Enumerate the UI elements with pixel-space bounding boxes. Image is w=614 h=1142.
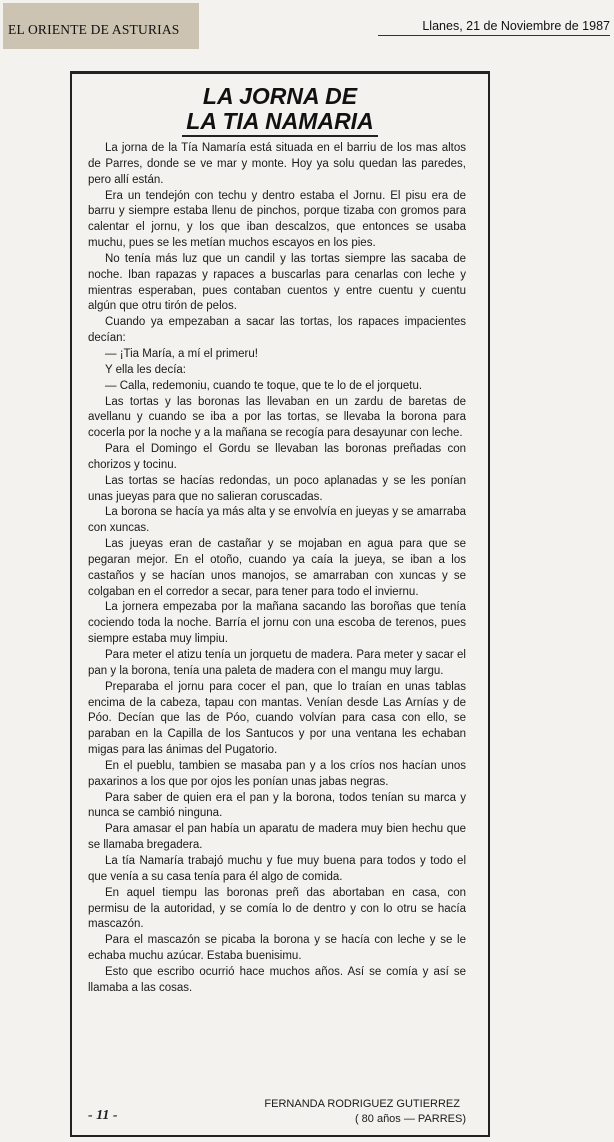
article-paragraph: En aquel tiempu las boronas preñ das abortaban en casa, con permisu de la autoridad, y se comía lo de dentro y con lo otru se hacía mascazón.: [88, 886, 466, 931]
author-name: FERNANDA RODRIGUEZ GUTIERREZ: [264, 1098, 460, 1110]
article-paragraph: En el pueblu, tambien se masaba pan y a los críos nos hacían unos paxarinos a los que por ojos les ponían unas jabas negras.: [88, 759, 466, 788]
page-number: - 11 -: [88, 1108, 118, 1123]
article-paragraph: — ¡Tia María, a mí el primeru!: [105, 347, 258, 360]
article-paragraph: — Calla, redemoniu, cuando te toque, que te lo de el jorquetu.: [105, 379, 423, 392]
signature: [88, 1097, 466, 1127]
article-title-line2: [70, 109, 490, 134]
article-paragraph: Era un tendejón con techu y dentro estaba el Jornu. El pisu era de barru y siempre estaba llenu de pinchos, porque tizaba con gromos para calentar el jornu, y los que iban descalzos, que entonces se usaba muchu, pues se les metían muchos escayos en los pies.: [88, 189, 466, 250]
article-title-line2-text: LA TIA NAMARIA: [182, 108, 377, 137]
author-detail: ( 80 años — PARRES): [354, 1113, 466, 1125]
article-paragraph: Las tortas se hacías redondas, un poco aplanadas y se les ponían unas jueyas para que no salieran coruscadas.: [88, 474, 466, 503]
article-paragraph: Para el Domingo el Gordu se llevaban las boronas preñadas con chorizos y tocinu.: [88, 443, 466, 471]
article-paragraph: La jorna de la Tía Namaría está situada en el barriu de los mas altos de Parres, donde se ve mar y monte. Hoy ya solu quedan las paredes, pero allí están.: [88, 142, 466, 186]
newspaper-masthead: EL ORIENTE DE ASTURIAS: [3, 3, 199, 49]
article-paragraph: No tenía más luz que un candil y las tortas siempre las sacaba de noche. Iban rapazas y rapaces a buscarlas para cenarlas con leche y mientras esperaban, pues contaban cuentos y entre cuentu y cuentu algún que otru tirón de pelos.: [88, 252, 466, 313]
article-paragraph: Las jueyas eran de castañar y se mojaban en agua para que se pegaran mejor. En el otoño, cuando ya caía la jueya, se iban a los castaños y se hacían unos manojos, se amarraban con xuncas y se colgaban en el corredor a secar, para tener para todo el inviernu.: [88, 538, 466, 598]
article-paragraph: Esto que escribo ocurrió hace muchos años. Así se comía y así se llamaba a las cosas.: [88, 965, 466, 994]
article-paragraph: Para saber de quien era el pan y la borona, todos tenían su marca y nunca se cambió ninguna.: [88, 791, 466, 820]
article-paragraph: Para amasar el pan había un aparatu de madera muy bien hechu que se llamaba bregadera.: [88, 823, 466, 852]
article-title-line1: LA JORNA DE: [202, 83, 358, 109]
article-paragraph: Cuando ya empezaban a sacar las tortas, los rapaces impacientes decían:: [88, 316, 466, 345]
article-paragraph: Para meter el atizu tenía un jorquetu de madera. Para meter y sacar el pan y la borona, tenía una paleta de madera con el mangu muy largu.: [88, 649, 466, 677]
article-paragraph: Y ella les decía:: [105, 363, 186, 376]
article-body: [88, 141, 466, 997]
article-paragraph: La borona se hacía ya más alta y se envolvía en jueyas y se amarraba con xuncas.: [88, 506, 466, 535]
article-paragraph: Preparaba el jornu para cocer el pan, que lo traían en unas tablas encima de la cabeza, tapau con mantas. Venían desde Las Arnías y de Póo. Decían que las de Póo, cuando volvían para casa con ello, se paraban en la Capilla de los Santucos y por una ventana les echaban migas para las ánimas del Pugatorio.: [88, 680, 466, 757]
article-paragraph: La jornera empezaba por la mañana sacando las boroñas que tenía cociendo toda la noche. Barría el jornu con una escoba de terenos, pues siempre estaba muy limpiu.: [88, 601, 466, 646]
dateline: Llanes, 21 de Noviembre de 1987: [378, 19, 610, 36]
article-paragraph: Las tortas y las boronas las llevaban en un zardu de baretas de avellanu y cuando se iba a por las tortas, se llevaba la borona para cocerla por la noche y a la mañana se recogía para desayunar con leche.: [88, 395, 466, 440]
article-paragraph: Para el mascazón se picaba la borona y se hacía con leche y se le echaba muchu azúcar. Estaba buenisimu.: [88, 934, 466, 963]
article-paragraph: La tía Namaría trabajó muchu y fue muy buena para todos y todo el que venía a su casa tenía para él algo de comida.: [88, 854, 466, 883]
